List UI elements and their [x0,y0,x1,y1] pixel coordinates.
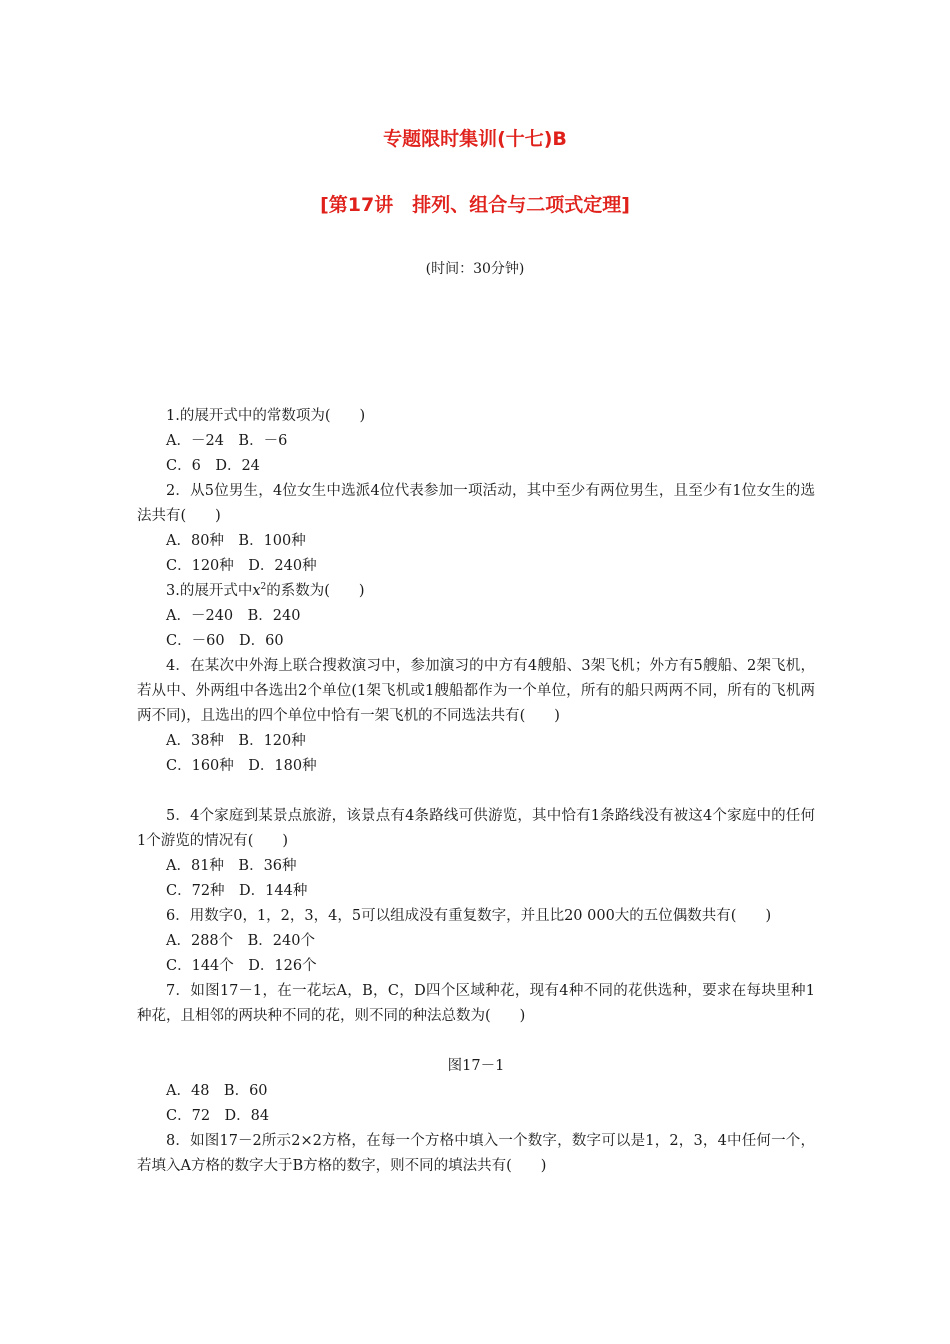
question-7-stem: 7．如图17－1，在一花坛A，B，C，D四个区域种花，现有4种不同的花供选种，要求在每块里种1种花，且相邻的两块种不同的花，则不同的种法总数为( ) [137,983,815,1024]
question-3-options-row-2: C．－60 D．60 [166,633,284,649]
question-3-stem [137,579,815,604]
question-6-stem: 6．用数字0，1，2，3，4，5可以组成没有重复数字，并且比20 000大的五位偶数共有( ) [166,908,772,924]
question-8-stem: 8．如图17－2所示2×2方格，在每一个方格中填入一个数字，数字可以是1，2，3，4中任何一个，若填入A方格的数字大于B方格的数字，则不同的填法共有( ) [137,1133,815,1174]
question-4-options-row-2: C．160种 D．180种 [166,758,317,774]
page-title: 专题限时集训(十七)B [383,128,567,150]
question-3-stem-post: 的系数为( ) [266,583,365,599]
question-6-options-row-2: C．144个 D．126个 [166,958,317,974]
question-3-options-row-1: A．－240 B．240 [166,608,301,624]
figure-caption: 图17－1 [447,1058,505,1074]
question-7-options-row-1: A．48 B．60 [166,1083,268,1099]
question-list [137,404,815,1179]
question-5-options-row-2: C．72种 D．144种 [166,883,308,899]
question-1-options-row-2: C．6 D．24 [166,458,260,474]
spacer [137,779,815,804]
question-3-exponent: 2 [260,582,267,593]
question-5-stem: 5．4个家庭到某景点旅游，该景点有4条路线可供游览，其中恰有1条路线没有被这4个家庭中的任何1个游览的情况有( ) [137,808,815,849]
question-4-stem: 4．在某次中外海上联合搜救演习中，参加演习的中方有4艘船、3架飞机；外方有5艘船、2架飞机，若从中、外两组中各选出2个单位(1架飞机或1艘船都作为一个单位，所有的船只两两不同，所有的飞机两两不同)，且选出的四个单位中恰有一架飞机的不同选法共有( ) [137,658,815,724]
question-3-variable: x [252,583,261,599]
question-7-options-row-2: C．72 D．84 [166,1108,270,1124]
question-2-options-row-1: A．80种 B．100种 [166,533,306,549]
question-2-stem: 2．从5位男生，4位女生中选派4位代表参加一项活动，其中至少有两位男生，且至少有1位女生的选法共有( ) [137,483,815,524]
page-subtitle: [第17讲 排列、组合与二项式定理] [320,194,630,216]
figure-placeholder [137,1029,815,1054]
question-4-options-row-1: A．38种 B．120种 [166,733,306,749]
question-1-stem: 1.的展开式中的常数项为( ) [166,408,366,424]
question-5-options-row-1: A．81种 B．36种 [166,858,297,874]
question-3-stem-pre: 3.的展开式中 [166,583,253,599]
question-6-options-row-1: A．288个 B．240个 [166,933,315,949]
question-1-options-row-1: A．－24 B．－6 [166,433,288,449]
time-limit: (时间：30分钟) [425,261,525,277]
question-2-options-row-2: C．120种 D．240种 [166,558,317,574]
